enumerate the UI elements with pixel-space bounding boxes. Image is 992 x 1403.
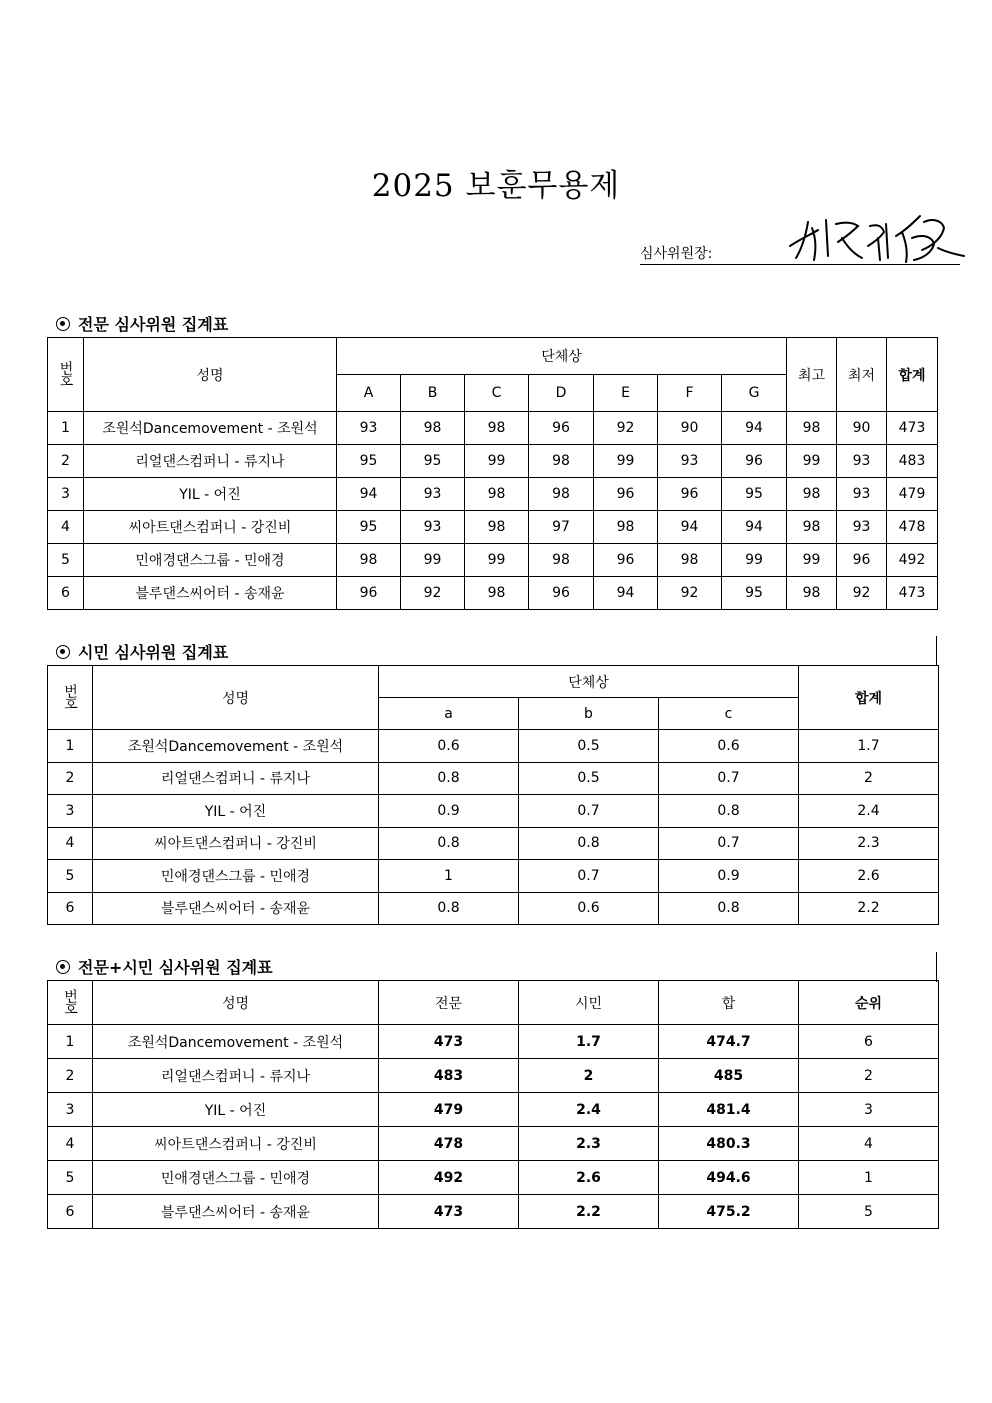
score-cell: 97 bbox=[529, 511, 594, 544]
score-cell: 95 bbox=[722, 577, 787, 610]
score-cell: 0.7 bbox=[659, 827, 799, 860]
score-cell: 95 bbox=[722, 478, 787, 511]
table-row bbox=[48, 544, 938, 577]
signature-image bbox=[782, 208, 972, 268]
team-name: 씨아트댄스컴퍼니 - 강진비 bbox=[84, 511, 337, 544]
team-name: YIL - 어진 bbox=[93, 795, 379, 828]
score-cell: 96 bbox=[722, 445, 787, 478]
header-name: 성명 bbox=[84, 338, 337, 412]
expert-section-label: 전문 심사위원 집계표 bbox=[78, 315, 229, 334]
rank: 4 bbox=[799, 1127, 939, 1161]
table-row bbox=[48, 1195, 939, 1229]
header-no: 번호 bbox=[48, 338, 84, 412]
score-cell: 92 bbox=[401, 577, 465, 610]
max-score: 98 bbox=[787, 412, 837, 445]
total-score: 2.6 bbox=[799, 860, 939, 893]
expert-section-title bbox=[56, 312, 228, 335]
score-cell: 98 bbox=[529, 445, 594, 478]
table-row bbox=[48, 1093, 939, 1127]
score-cell: 1 bbox=[379, 860, 519, 893]
score-cell: 90 bbox=[658, 412, 722, 445]
score-cell: 98 bbox=[465, 577, 529, 610]
row-number: 2 bbox=[48, 762, 93, 795]
score-cell: 0.5 bbox=[519, 730, 659, 763]
team-name: 블루댄스씨어터 - 송재윤 bbox=[93, 892, 379, 925]
row-number: 4 bbox=[48, 827, 93, 860]
header-no: 번호 bbox=[48, 981, 93, 1025]
table-row bbox=[48, 730, 939, 763]
score-cell: 94 bbox=[722, 412, 787, 445]
score-cell: 95 bbox=[337, 445, 401, 478]
score-cell: 0.8 bbox=[659, 892, 799, 925]
table-row bbox=[48, 478, 938, 511]
min-score: 93 bbox=[837, 511, 887, 544]
team-name: 리얼댄스컴퍼니 - 류지나 bbox=[84, 445, 337, 478]
score-cell: 93 bbox=[401, 478, 465, 511]
score-cell: 94 bbox=[658, 511, 722, 544]
score-cell: 0.7 bbox=[659, 762, 799, 795]
bullet-icon bbox=[56, 317, 70, 331]
sum-score: 474.7 bbox=[659, 1025, 799, 1059]
score-cell: 93 bbox=[658, 445, 722, 478]
rank: 1 bbox=[799, 1161, 939, 1195]
score-cell: 95 bbox=[401, 445, 465, 478]
min-score: 90 bbox=[837, 412, 887, 445]
row-number: 2 bbox=[48, 445, 84, 478]
bullet-icon bbox=[56, 645, 70, 659]
score-cell: 0.8 bbox=[659, 795, 799, 828]
header-group: 단체상 bbox=[379, 666, 799, 698]
total-score: 2.3 bbox=[799, 827, 939, 860]
table-row bbox=[48, 577, 938, 610]
table-row bbox=[48, 892, 939, 925]
row-number: 1 bbox=[48, 730, 93, 763]
judge-header-f: F bbox=[658, 375, 722, 412]
score-cell: 96 bbox=[529, 412, 594, 445]
team-name: 조원석Dancemovement - 조원석 bbox=[84, 412, 337, 445]
rank: 3 bbox=[799, 1093, 939, 1127]
combined-score-table bbox=[47, 980, 939, 1229]
table-row bbox=[48, 1025, 939, 1059]
table-row bbox=[48, 1161, 939, 1195]
row-number: 5 bbox=[48, 860, 93, 893]
combined-section-label: 전문+시민 심사위원 집계표 bbox=[78, 958, 273, 977]
expert-score-table bbox=[47, 337, 938, 610]
header-total: 합계 bbox=[887, 338, 938, 412]
expert-score: 478 bbox=[379, 1127, 519, 1161]
table-row bbox=[48, 445, 938, 478]
judge-header-g: G bbox=[722, 375, 787, 412]
row-number: 1 bbox=[48, 412, 84, 445]
min-score: 92 bbox=[837, 577, 887, 610]
sum-score: 494.6 bbox=[659, 1161, 799, 1195]
judge-label: 심사위원장: bbox=[640, 246, 713, 262]
min-score: 96 bbox=[837, 544, 887, 577]
score-cell: 0.8 bbox=[519, 827, 659, 860]
row-number: 3 bbox=[48, 795, 93, 828]
score-cell: 94 bbox=[594, 577, 658, 610]
row-number: 5 bbox=[48, 1161, 93, 1195]
score-cell: 98 bbox=[529, 478, 594, 511]
expert-score: 473 bbox=[379, 1195, 519, 1229]
row-number: 6 bbox=[48, 577, 84, 610]
table-row bbox=[48, 1127, 939, 1161]
expert-score: 473 bbox=[379, 1025, 519, 1059]
score-cell: 94 bbox=[722, 511, 787, 544]
section-border bbox=[936, 636, 937, 666]
citizen-score: 2.6 bbox=[519, 1161, 659, 1195]
score-cell: 95 bbox=[337, 511, 401, 544]
row-number: 6 bbox=[48, 892, 93, 925]
judge-header-a: a bbox=[379, 698, 519, 730]
row-number: 1 bbox=[48, 1025, 93, 1059]
citizen-score-table bbox=[47, 665, 939, 925]
header-name: 성명 bbox=[93, 981, 379, 1025]
sum-score: 480.3 bbox=[659, 1127, 799, 1161]
max-score: 98 bbox=[787, 511, 837, 544]
score-cell: 99 bbox=[594, 445, 658, 478]
citizen-section-label: 시민 심사위원 집계표 bbox=[78, 643, 229, 662]
score-cell: 0.7 bbox=[519, 860, 659, 893]
total-score: 492 bbox=[887, 544, 938, 577]
citizen-score: 1.7 bbox=[519, 1025, 659, 1059]
total-score: 1.7 bbox=[799, 730, 939, 763]
team-name: 블루댄스씨어터 - 송재윤 bbox=[84, 577, 337, 610]
row-number: 6 bbox=[48, 1195, 93, 1229]
score-cell: 98 bbox=[465, 478, 529, 511]
team-name: 리얼댄스컴퍼니 - 류지나 bbox=[93, 762, 379, 795]
team-name: 민애경댄스그룹 - 민애경 bbox=[93, 1161, 379, 1195]
header-min: 최저 bbox=[837, 338, 887, 412]
score-cell: 98 bbox=[658, 544, 722, 577]
score-cell: 93 bbox=[337, 412, 401, 445]
table-row bbox=[48, 795, 939, 828]
citizen-section-title bbox=[56, 640, 228, 663]
judge-header-c: C bbox=[465, 375, 529, 412]
score-cell: 98 bbox=[529, 544, 594, 577]
score-cell: 96 bbox=[594, 544, 658, 577]
total-score: 473 bbox=[887, 412, 938, 445]
rank: 6 bbox=[799, 1025, 939, 1059]
header-rank: 순위 bbox=[799, 981, 939, 1025]
table-row bbox=[48, 1059, 939, 1093]
max-score: 99 bbox=[787, 445, 837, 478]
judge-header-b: B bbox=[401, 375, 465, 412]
citizen-score: 2 bbox=[519, 1059, 659, 1093]
table-row bbox=[48, 762, 939, 795]
section-border bbox=[936, 952, 937, 982]
citizen-score: 2.2 bbox=[519, 1195, 659, 1229]
score-cell: 96 bbox=[529, 577, 594, 610]
judge-header-d: D bbox=[529, 375, 594, 412]
score-cell: 0.8 bbox=[379, 762, 519, 795]
score-cell: 99 bbox=[465, 445, 529, 478]
score-cell: 0.8 bbox=[379, 827, 519, 860]
team-name: YIL - 어진 bbox=[93, 1093, 379, 1127]
score-cell: 0.5 bbox=[519, 762, 659, 795]
score-cell: 99 bbox=[465, 544, 529, 577]
rank: 5 bbox=[799, 1195, 939, 1229]
sum-score: 475.2 bbox=[659, 1195, 799, 1229]
judge-header-c: c bbox=[659, 698, 799, 730]
score-cell: 96 bbox=[658, 478, 722, 511]
table-row bbox=[48, 860, 939, 893]
header-name: 성명 bbox=[93, 666, 379, 730]
min-score: 93 bbox=[837, 478, 887, 511]
total-score: 483 bbox=[887, 445, 938, 478]
expert-score: 492 bbox=[379, 1161, 519, 1195]
max-score: 98 bbox=[787, 478, 837, 511]
team-name: 씨아트댄스컴퍼니 - 강진비 bbox=[93, 827, 379, 860]
header-expert: 전문 bbox=[379, 981, 519, 1025]
score-cell: 92 bbox=[658, 577, 722, 610]
judge-header-a: A bbox=[337, 375, 401, 412]
total-score: 2.4 bbox=[799, 795, 939, 828]
combined-section-title bbox=[56, 955, 273, 978]
score-cell: 98 bbox=[594, 511, 658, 544]
expert-score: 479 bbox=[379, 1093, 519, 1127]
team-name: YIL - 어진 bbox=[84, 478, 337, 511]
score-cell: 0.7 bbox=[519, 795, 659, 828]
total-score: 2.2 bbox=[799, 892, 939, 925]
row-number: 4 bbox=[48, 511, 84, 544]
score-cell: 96 bbox=[594, 478, 658, 511]
header-citizen: 시민 bbox=[519, 981, 659, 1025]
sum-score: 485 bbox=[659, 1059, 799, 1093]
row-number: 3 bbox=[48, 1093, 93, 1127]
header-sum: 합 bbox=[659, 981, 799, 1025]
score-cell: 98 bbox=[465, 511, 529, 544]
team-name: 민애경댄스그룹 - 민애경 bbox=[84, 544, 337, 577]
min-score: 93 bbox=[837, 445, 887, 478]
team-name: 조원석Dancemovement - 조원석 bbox=[93, 730, 379, 763]
team-name: 조원석Dancemovement - 조원석 bbox=[93, 1025, 379, 1059]
bullet-icon bbox=[56, 960, 70, 974]
score-cell: 0.6 bbox=[519, 892, 659, 925]
team-name: 씨아트댄스컴퍼니 - 강진비 bbox=[93, 1127, 379, 1161]
header-group: 단체상 bbox=[337, 338, 787, 375]
score-cell: 92 bbox=[594, 412, 658, 445]
header-total: 합계 bbox=[799, 666, 939, 730]
score-cell: 98 bbox=[337, 544, 401, 577]
score-cell: 96 bbox=[337, 577, 401, 610]
score-cell: 93 bbox=[401, 511, 465, 544]
row-number: 3 bbox=[48, 478, 84, 511]
score-cell: 0.8 bbox=[379, 892, 519, 925]
total-score: 479 bbox=[887, 478, 938, 511]
score-cell: 0.9 bbox=[659, 860, 799, 893]
total-score: 478 bbox=[887, 511, 938, 544]
header-max: 최고 bbox=[787, 338, 837, 412]
table-row bbox=[48, 827, 939, 860]
row-number: 5 bbox=[48, 544, 84, 577]
team-name: 블루댄스씨어터 - 송재윤 bbox=[93, 1195, 379, 1229]
citizen-score: 2.3 bbox=[519, 1127, 659, 1161]
table-row bbox=[48, 412, 938, 445]
score-cell: 99 bbox=[722, 544, 787, 577]
judge-header-e: E bbox=[594, 375, 658, 412]
row-number: 2 bbox=[48, 1059, 93, 1093]
score-cell: 0.6 bbox=[659, 730, 799, 763]
rank: 2 bbox=[799, 1059, 939, 1093]
expert-score: 483 bbox=[379, 1059, 519, 1093]
table-row bbox=[48, 511, 938, 544]
score-cell: 99 bbox=[401, 544, 465, 577]
page-title: 2025 보훈무용제 bbox=[371, 168, 621, 204]
total-score: 2 bbox=[799, 762, 939, 795]
score-cell: 0.9 bbox=[379, 795, 519, 828]
judge-header-b: b bbox=[519, 698, 659, 730]
citizen-score: 2.4 bbox=[519, 1093, 659, 1127]
score-cell: 98 bbox=[401, 412, 465, 445]
max-score: 99 bbox=[787, 544, 837, 577]
team-name: 민애경댄스그룹 - 민애경 bbox=[93, 860, 379, 893]
header-no: 번호 bbox=[48, 666, 93, 730]
score-cell: 98 bbox=[465, 412, 529, 445]
row-number: 4 bbox=[48, 1127, 93, 1161]
max-score: 98 bbox=[787, 577, 837, 610]
sum-score: 481.4 bbox=[659, 1093, 799, 1127]
score-cell: 94 bbox=[337, 478, 401, 511]
score-cell: 0.6 bbox=[379, 730, 519, 763]
team-name: 리얼댄스컴퍼니 - 류지나 bbox=[93, 1059, 379, 1093]
total-score: 473 bbox=[887, 577, 938, 610]
